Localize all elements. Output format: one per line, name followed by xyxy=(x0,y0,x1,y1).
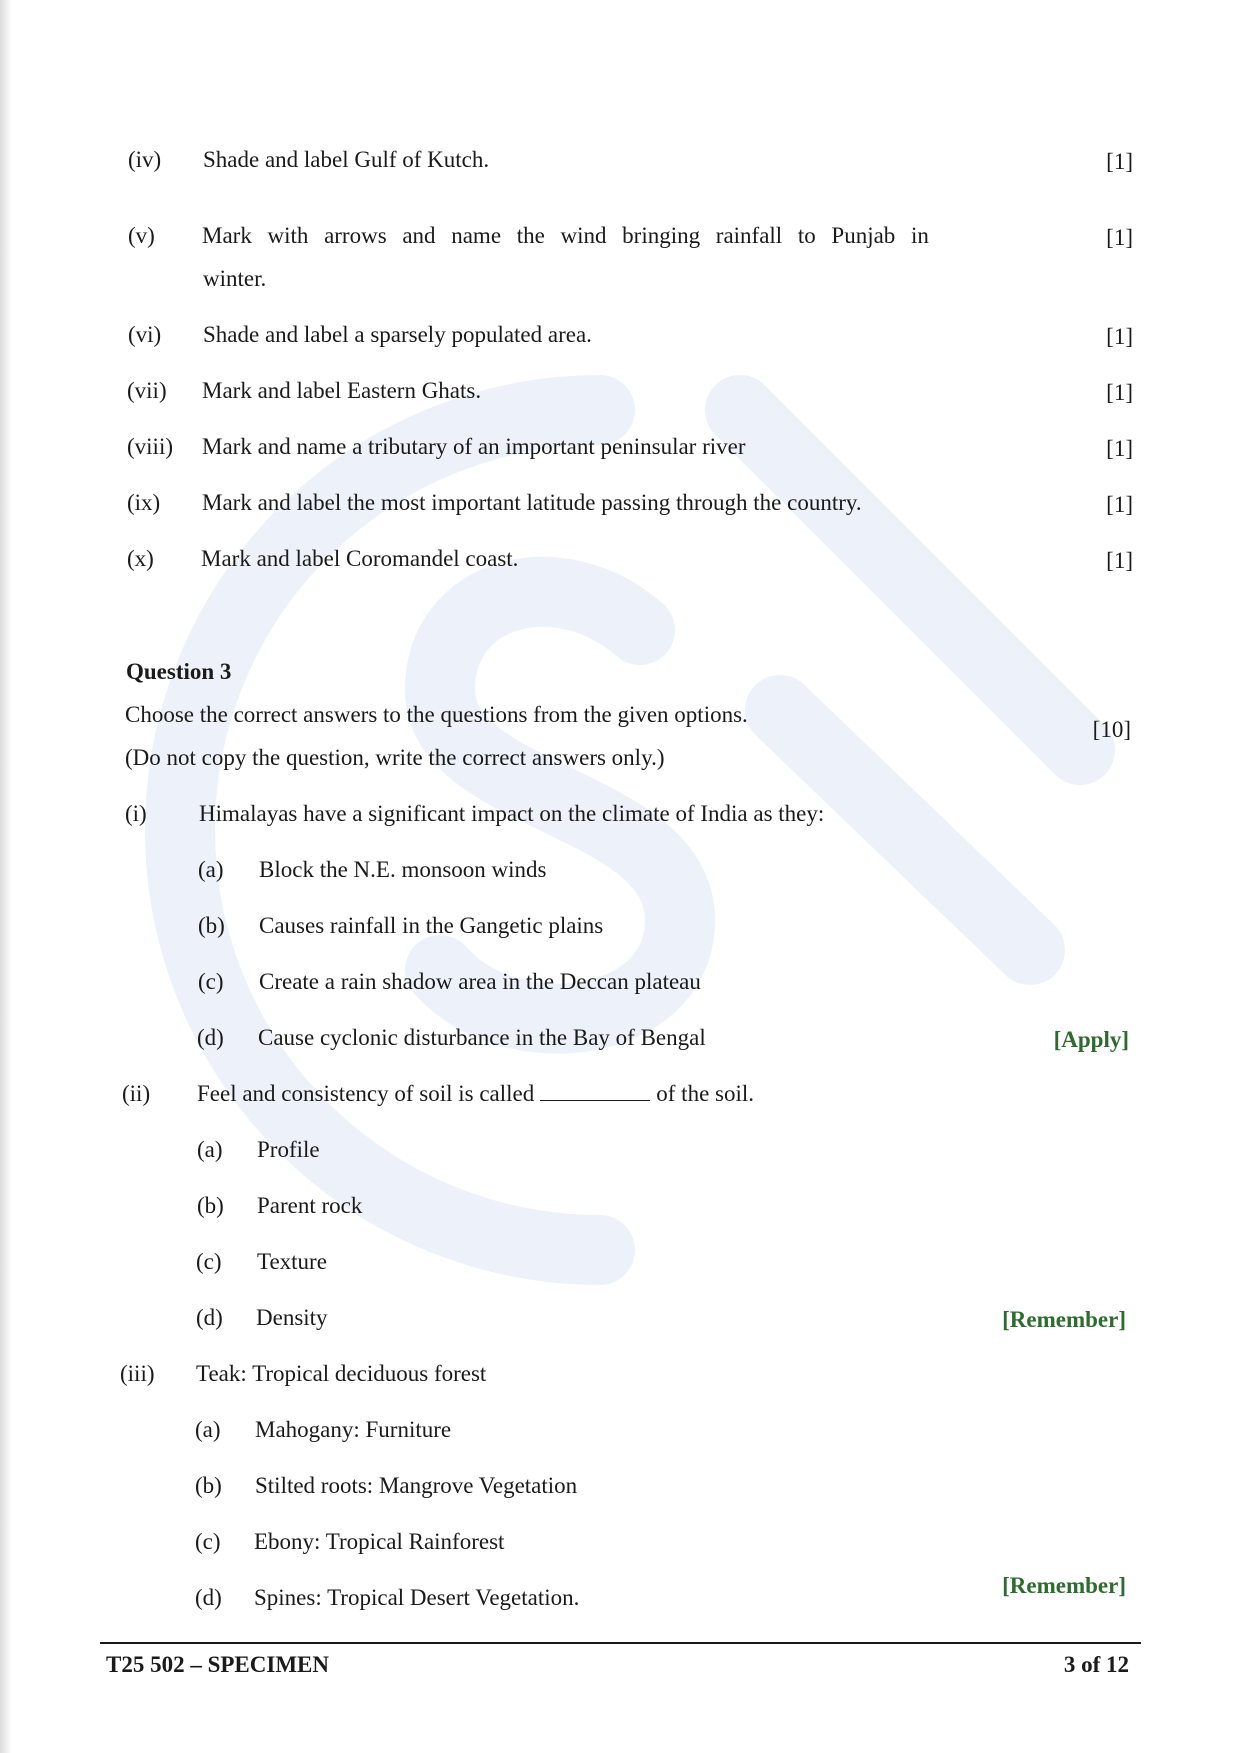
footer-rule xyxy=(100,1642,1141,1644)
item-text: Mark and name a tributary of an important peninsular river xyxy=(202,434,746,459)
word: in xyxy=(910,223,929,248)
word: Mark xyxy=(202,223,252,248)
stem-after: of the soil. xyxy=(656,1081,755,1106)
question-heading: Question 3 xyxy=(126,659,232,684)
item-number: (i) xyxy=(125,801,147,826)
cisce-watermark xyxy=(80,330,1180,1330)
option-text: Mahogany: Furniture xyxy=(255,1417,452,1442)
item-marks: [1] xyxy=(1106,380,1133,405)
stem-before: Feel and consistency of soil is called xyxy=(197,1081,535,1106)
item-marks: [1] xyxy=(1106,436,1133,461)
item-text-line-1 xyxy=(202,222,929,250)
item-marks: [1] xyxy=(1106,225,1133,250)
item-stem: Himalayas have a significant impact on the climate of India as they: xyxy=(199,801,825,826)
option-text: Spines: Tropical Desert Vegetation. xyxy=(254,1585,580,1610)
item-number: (x) xyxy=(127,546,154,571)
item-stem: Teak: Tropical deciduous forest xyxy=(196,1361,487,1386)
option-text: Create a rain shadow area in the Deccan plateau xyxy=(259,969,701,994)
item-number: (iii) xyxy=(120,1361,155,1386)
item-text: Mark and label Coromandel coast. xyxy=(201,546,519,571)
word: with xyxy=(267,223,309,248)
question-marks: [10] xyxy=(1092,717,1131,742)
item-number: (vii) xyxy=(127,378,167,403)
item-marks: [1] xyxy=(1106,324,1133,349)
option-letter: (c) xyxy=(195,1529,221,1554)
item-text: Mark and label the most important latitude passing through the country. xyxy=(202,490,862,515)
option-letter: (a) xyxy=(195,1417,221,1442)
item-text-line-2: winter. xyxy=(203,266,267,291)
option-letter: (b) xyxy=(195,1473,222,1498)
item-text: Shade and label Gulf of Kutch. xyxy=(203,147,490,172)
instruction-line-1: Choose the correct answers to the questions from the given options. xyxy=(125,702,748,727)
option-text: Stilted roots: Mangrove Vegetation xyxy=(255,1473,578,1498)
page-edge-shadow xyxy=(0,0,12,1753)
word: and xyxy=(402,223,436,248)
item-marks: [1] xyxy=(1106,149,1133,174)
item-number: (v) xyxy=(128,223,155,248)
word: rainfall xyxy=(715,223,783,248)
item-number: (vi) xyxy=(128,322,162,347)
word: arrows xyxy=(324,223,387,248)
option-letter: (c) xyxy=(198,969,224,994)
item-number: (ix) xyxy=(127,490,161,515)
option-letter: (d) xyxy=(195,1585,222,1610)
item-text: Mark and label Eastern Ghats. xyxy=(202,378,482,403)
word: bringing xyxy=(622,223,701,248)
item-number: (iv) xyxy=(128,147,162,172)
instruction-line-2: (Do not copy the question, write the correct answers only.) xyxy=(125,745,665,770)
item-number: (ii) xyxy=(122,1081,151,1106)
option-text: Cause cyclonic disturbance in the Bay of Bengal xyxy=(258,1025,706,1050)
item-marks: [1] xyxy=(1106,548,1133,573)
cognitive-tag: [Apply] xyxy=(1053,1027,1129,1052)
item-stem xyxy=(197,1080,754,1108)
option-letter: (d) xyxy=(196,1305,223,1330)
word: the xyxy=(516,223,545,248)
item-marks: [1] xyxy=(1106,492,1133,517)
item-number: (viii) xyxy=(127,434,173,459)
option-text: Block the N.E. monsoon winds xyxy=(259,857,547,882)
option-letter: (a) xyxy=(198,857,224,882)
paper-code: T25 502 – SPECIMEN xyxy=(106,1652,329,1677)
word: to xyxy=(797,223,816,248)
cognitive-tag: [Remember] xyxy=(1002,1573,1126,1598)
word: wind xyxy=(560,223,607,248)
option-text: Parent rock xyxy=(257,1193,363,1218)
option-text: Ebony: Tropical Rainforest xyxy=(254,1529,505,1554)
option-text: Texture xyxy=(257,1249,327,1274)
option-letter: (b) xyxy=(198,913,225,938)
option-text: Profile xyxy=(257,1137,320,1162)
option-text: Density xyxy=(256,1305,328,1330)
option-letter: (c) xyxy=(196,1249,222,1274)
option-letter: (a) xyxy=(197,1137,223,1162)
word: name xyxy=(451,223,502,248)
option-letter: (b) xyxy=(197,1193,224,1218)
page-number: 3 of 12 xyxy=(1063,1652,1129,1677)
cognitive-tag: [Remember] xyxy=(1002,1307,1126,1332)
option-text: Causes rainfall in the Gangetic plains xyxy=(259,913,604,938)
option-letter: (d) xyxy=(197,1025,224,1050)
word: Punjab xyxy=(831,223,896,248)
item-text: Shade and label a sparsely populated area. xyxy=(203,322,592,347)
answer-blank xyxy=(540,1080,650,1101)
